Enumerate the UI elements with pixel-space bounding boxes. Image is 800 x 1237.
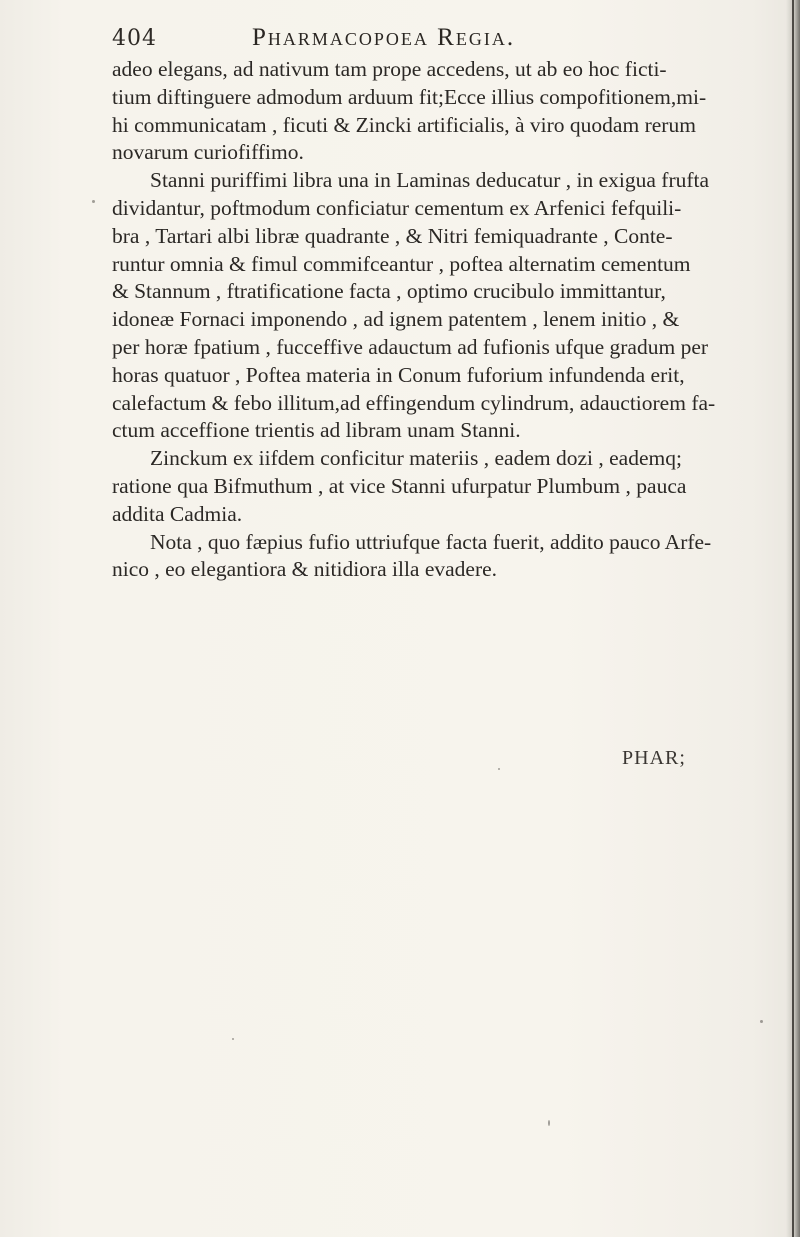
text-line: ratione qua Bifmuthum , at vice Stanni ufurpatur Plumbum , pauca (112, 473, 687, 498)
text-line: calefactum & febo illitum,ad effingendum cylindrum, adauctiorem fa- (112, 390, 716, 415)
text-line: horas quatuor , Poftea materia in Conum fuforium infundenda erit, (112, 362, 685, 387)
paper-speck (498, 768, 500, 770)
catchword: PHAR; (622, 747, 686, 769)
paper-speck (760, 1020, 763, 1023)
page-header (112, 24, 682, 58)
text-line: dividantur, poftmodum conficiatur cementum ex Arfenici fefquili- (112, 195, 682, 220)
text-line: ctum acceffione trientis ad libram unam Stanni. (112, 418, 521, 443)
text-body (112, 56, 784, 584)
text-line: tium diftinguere admodum arduum fit;Ecce illius compofitionem,mi- (112, 84, 707, 109)
text-line: nico , eo elegantiora & nitidiora illa evadere. (112, 557, 498, 582)
paragraph-start-line: Nota , quo fæpius fufio uttriufque facta fuerit, addito pauco Arfe- (150, 529, 712, 554)
paragraph-start-line: Zinckum ex iifdem conficitur materiis , eadem dozi , eademq; (150, 446, 682, 471)
text-line: adeo elegans, ad nativum tam prope accedens, ut ab eo hoc ficti- (112, 57, 667, 81)
text-line: idoneæ Fornaci imponendo , ad ignem patentem , lenem initio , & (112, 307, 680, 332)
text-line: addita Cadmia. (112, 501, 243, 526)
paper-speck (92, 200, 95, 203)
paper-speck (548, 1120, 550, 1126)
text-line: novarum curiofiffimo. (112, 140, 304, 165)
text-line: runtur omnia & fimul commifceantur , poftea alternatim cementum (112, 251, 691, 276)
text-line: bra , Tartari albi libræ quadrante , & Nitri femiquadrante , Conte- (112, 223, 673, 248)
text-line: & Stannum , ftratificatione facta , optimo crucibulo immittantur, (112, 279, 666, 304)
running-title: Pharmacopoea Regia. (252, 24, 516, 51)
text-line: per horæ fpatium , fucceffive adauctum ad fufionis ufque gradum per (112, 334, 709, 359)
page-number: 404 (112, 26, 157, 51)
page-edge-line (792, 0, 794, 1237)
text-line: hi communicatam , ficuti & Zincki artificialis, à viro quodam rerum (112, 112, 696, 137)
paragraph-start-line: Stanni puriffimi libra una in Laminas deducatur , in exigua frufta (150, 168, 710, 193)
paper-speck (232, 1038, 234, 1040)
